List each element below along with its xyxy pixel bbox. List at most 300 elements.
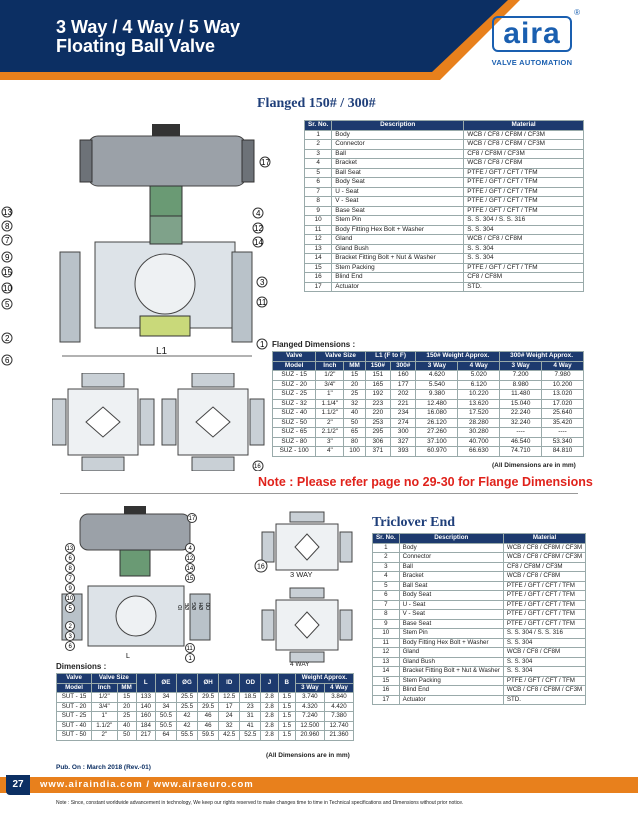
table-row — [305, 263, 584, 273]
triclover-title: Triclover End — [372, 515, 456, 530]
callout: 7 — [5, 236, 10, 245]
table-cell: PTFE / GFT / CFT / TFM — [503, 581, 585, 591]
col-header: J — [261, 674, 278, 693]
table-cell: 2.8 — [261, 702, 278, 712]
table-cell: 300 — [391, 428, 416, 438]
table-cell: 4 — [305, 159, 332, 169]
table-cell: SUZ - 20 — [273, 380, 316, 390]
table-cell: Base Seat — [399, 619, 503, 629]
table-cell: 192 — [365, 390, 390, 400]
table-cell: 42 — [176, 712, 197, 722]
table-cell: 20 — [117, 702, 136, 712]
table-row — [373, 591, 586, 601]
table-cell: SUZ - 15 — [273, 371, 316, 381]
table-cell: 1 — [305, 130, 332, 140]
table-cell: Stem Pin — [332, 216, 464, 226]
svg-text:15: 15 — [186, 576, 194, 582]
table-cell: 60.970 — [416, 447, 458, 457]
website-links[interactable]: www.airaindia.com / www.airaeuro.com — [40, 779, 254, 790]
table-cell: PTFE / GFT / CFT / TFM — [503, 600, 585, 610]
svg-text:1: 1 — [188, 656, 192, 662]
flanged-parts-table — [304, 120, 584, 292]
table-cell: ---- — [542, 428, 584, 438]
table-row — [373, 581, 586, 591]
svg-text:6: 6 — [68, 556, 72, 562]
table-row — [373, 629, 586, 639]
table-row — [373, 657, 586, 667]
table-cell: CF8 / CF8M / CF3M — [503, 562, 585, 572]
svg-text:5: 5 — [68, 606, 72, 612]
flanged-dims-note: (All Dimensions are in mm) — [492, 462, 576, 469]
table-cell: 8.980 — [500, 380, 542, 390]
table-row — [305, 254, 584, 264]
table-cell: 5.540 — [416, 380, 458, 390]
callout: 2 — [5, 334, 10, 343]
table-cell: 4 — [373, 572, 400, 582]
table-cell: SUZ - 25 — [273, 390, 316, 400]
flanged-top-views — [52, 373, 268, 471]
flanged-callouts-left — [2, 207, 12, 365]
table-cell: 3" — [316, 437, 344, 447]
section-divider — [60, 493, 578, 494]
table-cell: Gland — [399, 648, 503, 658]
table-cell: 10.220 — [458, 390, 500, 400]
table-cell: 1.5 — [278, 712, 295, 722]
table-cell: PTFE / GFT / CFT / TFM — [464, 168, 584, 178]
callout: 15 — [3, 268, 12, 277]
table-cell: 3 — [373, 562, 400, 572]
svg-text:ØE: ØE — [185, 602, 191, 610]
table-cell: 34 — [155, 693, 176, 703]
table-cell: 160 — [391, 371, 416, 381]
table-cell: 16 — [305, 273, 332, 283]
table-cell: Body — [332, 130, 464, 140]
table-row — [273, 390, 584, 400]
table-cell: 8 — [373, 610, 400, 620]
callout: 9 — [5, 253, 10, 262]
table-cell: 5.020 — [458, 371, 500, 381]
col-header: Weight Approx. — [295, 674, 353, 684]
table-cell: 16.080 — [416, 409, 458, 419]
svg-text:11: 11 — [186, 646, 193, 652]
table-cell: 32 — [344, 399, 365, 409]
table-cell: 46.540 — [500, 437, 542, 447]
table-cell: 24 — [219, 712, 240, 722]
svg-text:14: 14 — [186, 566, 194, 572]
table-cell: 2" — [92, 731, 117, 741]
table-cell: Ball — [399, 562, 503, 572]
table-cell: 4.620 — [416, 371, 458, 381]
table-row — [373, 543, 586, 553]
table-row — [305, 282, 584, 292]
table-cell: 41 — [240, 721, 261, 731]
callout: 11 — [258, 298, 267, 307]
table-cell: PTFE / GFT / CFT / TFM — [464, 206, 584, 216]
table-cell: 25.640 — [542, 409, 584, 419]
callout: 4 — [256, 209, 261, 218]
table-cell: Connector — [332, 140, 464, 150]
table-cell: S. S. 304 / S. S. 316 — [503, 629, 585, 639]
table-cell: 2 — [373, 553, 400, 563]
col-header: 300# — [391, 361, 416, 371]
table-cell: PTFE / GFT / CFT / TFM — [464, 187, 584, 197]
table-cell: 17.520 — [458, 409, 500, 419]
table-cell: 16 — [373, 686, 400, 696]
col-header: Material — [464, 121, 584, 131]
table-cell: 50.5 — [155, 712, 176, 722]
svg-text:OD: OD — [206, 602, 212, 610]
flanged-valve-drawing — [0, 112, 280, 374]
table-cell: 3 — [305, 149, 332, 159]
table-cell: 327 — [391, 437, 416, 447]
table-cell: PTFE / GFT / CFT / TFM — [503, 610, 585, 620]
table-cell: 1.1/2" — [92, 721, 117, 731]
table-cell: 160 — [136, 712, 155, 722]
table-row — [57, 693, 354, 703]
col-header: Sr. No. — [373, 534, 400, 544]
table-cell: Gland Bush — [332, 244, 464, 254]
col-header: ØE — [155, 674, 176, 693]
flanged-callouts-right — [253, 157, 270, 349]
col-header: 3 Way — [500, 361, 542, 371]
svg-text:10: 10 — [66, 596, 74, 602]
col-header: B — [278, 674, 295, 693]
table-cell: Stem Pin — [399, 629, 503, 639]
col-header: ØG — [176, 674, 197, 693]
table-cell: 25 — [344, 390, 365, 400]
table-cell: 1 — [373, 543, 400, 553]
table-cell: 4" — [316, 447, 344, 457]
table-row — [273, 399, 584, 409]
table-cell: 165 — [365, 380, 390, 390]
col-header: 4 Way — [458, 361, 500, 371]
table-cell: SUZ - 80 — [273, 437, 316, 447]
table-cell: 59.5 — [198, 731, 219, 741]
col-header: Model — [57, 683, 92, 693]
table-cell: 15 — [344, 371, 365, 381]
svg-text:7: 7 — [68, 576, 72, 582]
table-cell: 32.240 — [500, 418, 542, 428]
col-header: OD — [240, 674, 261, 693]
table-cell: 151 — [365, 371, 390, 381]
table-row — [373, 610, 586, 620]
table-row — [305, 149, 584, 159]
table-cell: PTFE / GFT / CFT / TFM — [503, 591, 585, 601]
col-header: Sr. No. — [305, 121, 332, 131]
flange-dimension-note: Note : Please refer page no 29-30 for Flange Dimensions — [258, 475, 593, 489]
table-cell: 10 — [373, 629, 400, 639]
table-row — [373, 695, 586, 705]
table-cell: Blind End — [332, 273, 464, 283]
col-header: Inch — [316, 361, 344, 371]
page-header — [0, 0, 638, 80]
svg-text:6: 6 — [68, 644, 72, 650]
table-cell: 29.5 — [198, 693, 219, 703]
svg-text:3: 3 — [68, 634, 72, 640]
table-cell: 133 — [136, 693, 155, 703]
table-row — [373, 648, 586, 658]
table-cell: Gland Bush — [399, 657, 503, 667]
logo-wordmark: aira — [492, 16, 572, 52]
table-cell: 6.120 — [458, 380, 500, 390]
table-cell: 2.8 — [261, 693, 278, 703]
table-cell: 223 — [365, 399, 390, 409]
svg-text:8: 8 — [68, 566, 72, 572]
table-cell: Actuator — [332, 282, 464, 292]
table-cell: 64 — [155, 731, 176, 741]
table-row — [273, 418, 584, 428]
callout: 5 — [5, 300, 10, 309]
table-cell: 1/2" — [92, 693, 117, 703]
table-cell: 6 — [305, 178, 332, 188]
table-cell: 13 — [373, 657, 400, 667]
callout: 8 — [5, 222, 10, 231]
svg-text:9: 9 — [68, 586, 72, 592]
table-cell: 3/4" — [92, 702, 117, 712]
col-header: Model — [273, 361, 316, 371]
table-cell: S. S. 304 / S. S. 316 — [464, 216, 584, 226]
table-cell: 26.120 — [416, 418, 458, 428]
table-cell: 40 — [344, 409, 365, 419]
col-header: MM — [344, 361, 365, 371]
svg-text:ID: ID — [178, 605, 184, 610]
table-row — [305, 225, 584, 235]
callout: 13 — [3, 208, 12, 217]
table-cell: 5 — [373, 581, 400, 591]
table-cell: 2.8 — [261, 712, 278, 722]
table-cell: 14 — [373, 667, 400, 677]
callout: 17 — [261, 158, 270, 167]
col-header: Valve Size — [316, 352, 365, 362]
table-cell: 2.8 — [261, 731, 278, 741]
table-cell: Bracket Fitting Bolt + Nut & Washer — [399, 667, 503, 677]
table-cell: 3.740 — [295, 693, 324, 703]
table-row — [305, 178, 584, 188]
table-cell: SUZ - 32 — [273, 399, 316, 409]
table-cell: 15 — [117, 693, 136, 703]
table-cell: 15 — [305, 263, 332, 273]
table-row — [273, 437, 584, 447]
col-header: 150# — [365, 361, 390, 371]
table-cell: U - Seat — [399, 600, 503, 610]
table-cell: S. S. 304 — [503, 657, 585, 667]
triclover-callouts-left — [66, 544, 75, 651]
table-cell: WCB / CF8 / CF8M — [464, 235, 584, 245]
table-cell: 100 — [344, 447, 365, 457]
svg-text:12: 12 — [186, 556, 194, 562]
table-cell: 5 — [305, 168, 332, 178]
table-cell: 14 — [305, 254, 332, 264]
triclover-dims-title: Dimensions : — [56, 662, 107, 671]
table-cell: 15.040 — [500, 399, 542, 409]
table-row — [305, 244, 584, 254]
table-cell: WCB / CF8 / CF8M / CF3M — [503, 543, 585, 553]
table-cell: 55.5 — [176, 731, 197, 741]
table-cell: 27.260 — [416, 428, 458, 438]
table-cell: 7.240 — [295, 712, 324, 722]
table-cell: 1" — [316, 390, 344, 400]
col-header: ØH — [198, 674, 219, 693]
table-cell: Body Fitting Hex Bolt + Washer — [399, 638, 503, 648]
table-cell: V - Seat — [399, 610, 503, 620]
table-cell: Ball Seat — [332, 168, 464, 178]
callout: 14 — [254, 238, 263, 247]
table-cell: 35.420 — [542, 418, 584, 428]
table-cell: U - Seat — [332, 187, 464, 197]
table-cell: 12.500 — [295, 721, 324, 731]
table-cell: SUZ - 40 — [273, 409, 316, 419]
table-row — [305, 273, 584, 283]
table-cell: Stem Packing — [332, 263, 464, 273]
table-cell: S. S. 304 — [464, 244, 584, 254]
table-cell: 46 — [198, 721, 219, 731]
table-row — [273, 380, 584, 390]
table-cell: 15 — [373, 676, 400, 686]
col-header: 4 Way — [324, 683, 353, 693]
table-cell: 8 — [305, 197, 332, 207]
triclover-parts-table — [372, 533, 586, 705]
label-4-way: 4 WAY — [290, 661, 310, 668]
table-cell: 9.380 — [416, 390, 458, 400]
table-cell: 12 — [373, 648, 400, 658]
table-cell: S. S. 304 — [503, 667, 585, 677]
table-row — [273, 447, 584, 457]
col-header: Material — [503, 534, 585, 544]
table-row — [305, 206, 584, 216]
table-cell: 274 — [391, 418, 416, 428]
table-cell: 2" — [316, 418, 344, 428]
table-cell: Connector — [399, 553, 503, 563]
table-cell: 42.5 — [219, 731, 240, 741]
table-cell: WCB / CF8 / CF8M / CF3M — [464, 140, 584, 150]
table-cell: 28.280 — [458, 418, 500, 428]
table-cell: 50 — [117, 731, 136, 741]
table-cell: 25 — [117, 712, 136, 722]
table-cell: 7.980 — [542, 371, 584, 381]
table-cell: PTFE / GFT / CFT / TFM — [464, 263, 584, 273]
triclover-top-views — [252, 508, 356, 670]
table-cell: 34 — [155, 702, 176, 712]
table-cell: 12.480 — [416, 399, 458, 409]
col-header: 4 Way — [542, 361, 584, 371]
table-cell: S. S. 304 — [464, 225, 584, 235]
table-cell: 1.5 — [278, 693, 295, 703]
col-header: 3 Way — [295, 683, 324, 693]
table-cell: 29.5 — [198, 702, 219, 712]
table-cell: 10.200 — [542, 380, 584, 390]
registered-mark: ® — [574, 8, 580, 17]
table-cell: WCB / CF8 / CF8M — [464, 159, 584, 169]
table-cell: 234 — [391, 409, 416, 419]
table-cell: 11.480 — [500, 390, 542, 400]
table-row — [57, 712, 354, 722]
table-row — [305, 197, 584, 207]
table-cell: SUT - 15 — [57, 693, 92, 703]
table-row — [373, 676, 586, 686]
table-cell: 393 — [391, 447, 416, 457]
col-header: 150# Weight Approx. — [416, 352, 500, 362]
table-cell: 25.5 — [176, 702, 197, 712]
triclover-dims-note: (All Dimensions are in mm) — [266, 752, 350, 759]
table-cell: 295 — [365, 428, 390, 438]
col-header: ID — [219, 674, 240, 693]
table-row — [273, 428, 584, 438]
table-cell: 20.960 — [295, 731, 324, 741]
table-cell: 17 — [305, 282, 332, 292]
table-cell: 7.200 — [500, 371, 542, 381]
table-row — [57, 731, 354, 741]
label-3-way: 3 WAY — [290, 570, 313, 579]
aira-logo — [486, 8, 580, 70]
table-cell: SUT - 25 — [57, 712, 92, 722]
table-cell: 4.420 — [324, 702, 353, 712]
table-cell: 202 — [391, 390, 416, 400]
page-footer — [0, 770, 638, 826]
table-row — [57, 702, 354, 712]
table-cell: CF8 / CF8M — [464, 273, 584, 283]
table-cell: SUT - 20 — [57, 702, 92, 712]
svg-text:2: 2 — [68, 624, 72, 630]
table-cell: 65 — [344, 428, 365, 438]
table-cell: WCB / CF8 / CF8M / CF3M — [464, 130, 584, 140]
logo-tagline: VALVE AUTOMATION — [491, 58, 573, 67]
table-cell: STD. — [503, 695, 585, 705]
table-cell: 32 — [219, 721, 240, 731]
table-cell: 3/4" — [316, 380, 344, 390]
callout-16: 16 — [254, 464, 261, 470]
table-cell: 1.1/2" — [316, 409, 344, 419]
table-cell: 12 — [305, 235, 332, 245]
svg-text:ØG: ØG — [192, 602, 198, 610]
col-header: Valve — [273, 352, 316, 362]
col-header: MM — [117, 683, 136, 693]
table-cell: 74.710 — [500, 447, 542, 457]
table-cell: Base Seat — [332, 206, 464, 216]
table-cell: SUT - 50 — [57, 731, 92, 741]
table-row — [373, 638, 586, 648]
callout: 6 — [5, 356, 10, 365]
table-cell: 40.700 — [458, 437, 500, 447]
table-cell: 11 — [373, 638, 400, 648]
table-cell: WCB / CF8 / CF8M — [503, 648, 585, 658]
callout: 10 — [3, 284, 12, 293]
table-cell: 7 — [305, 187, 332, 197]
table-row — [273, 371, 584, 381]
table-cell: PTFE / GFT / CFT / TFM — [503, 676, 585, 686]
table-row — [305, 216, 584, 226]
triclover-valve-drawing — [0, 506, 250, 668]
table-cell: 2.8 — [261, 721, 278, 731]
table-row — [373, 572, 586, 582]
table-cell: Body Seat — [332, 178, 464, 188]
page-number: 27 — [6, 775, 30, 795]
table-cell: 10 — [305, 216, 332, 226]
table-cell: 9 — [373, 619, 400, 629]
table-row — [305, 168, 584, 178]
table-cell: 2 — [305, 140, 332, 150]
table-cell: 13 — [305, 244, 332, 254]
col-header: 300# Weight Approx. — [500, 352, 584, 362]
table-cell: 217 — [136, 731, 155, 741]
col-header: Description — [399, 534, 503, 544]
callout: 12 — [254, 224, 263, 233]
table-cell: 25.5 — [176, 693, 197, 703]
table-cell: 31 — [240, 712, 261, 722]
table-row — [305, 140, 584, 150]
flanged-dims-table — [272, 351, 584, 457]
triclover-dims-table — [56, 673, 354, 741]
table-cell: CF8 / CF8M / CF3M — [464, 149, 584, 159]
